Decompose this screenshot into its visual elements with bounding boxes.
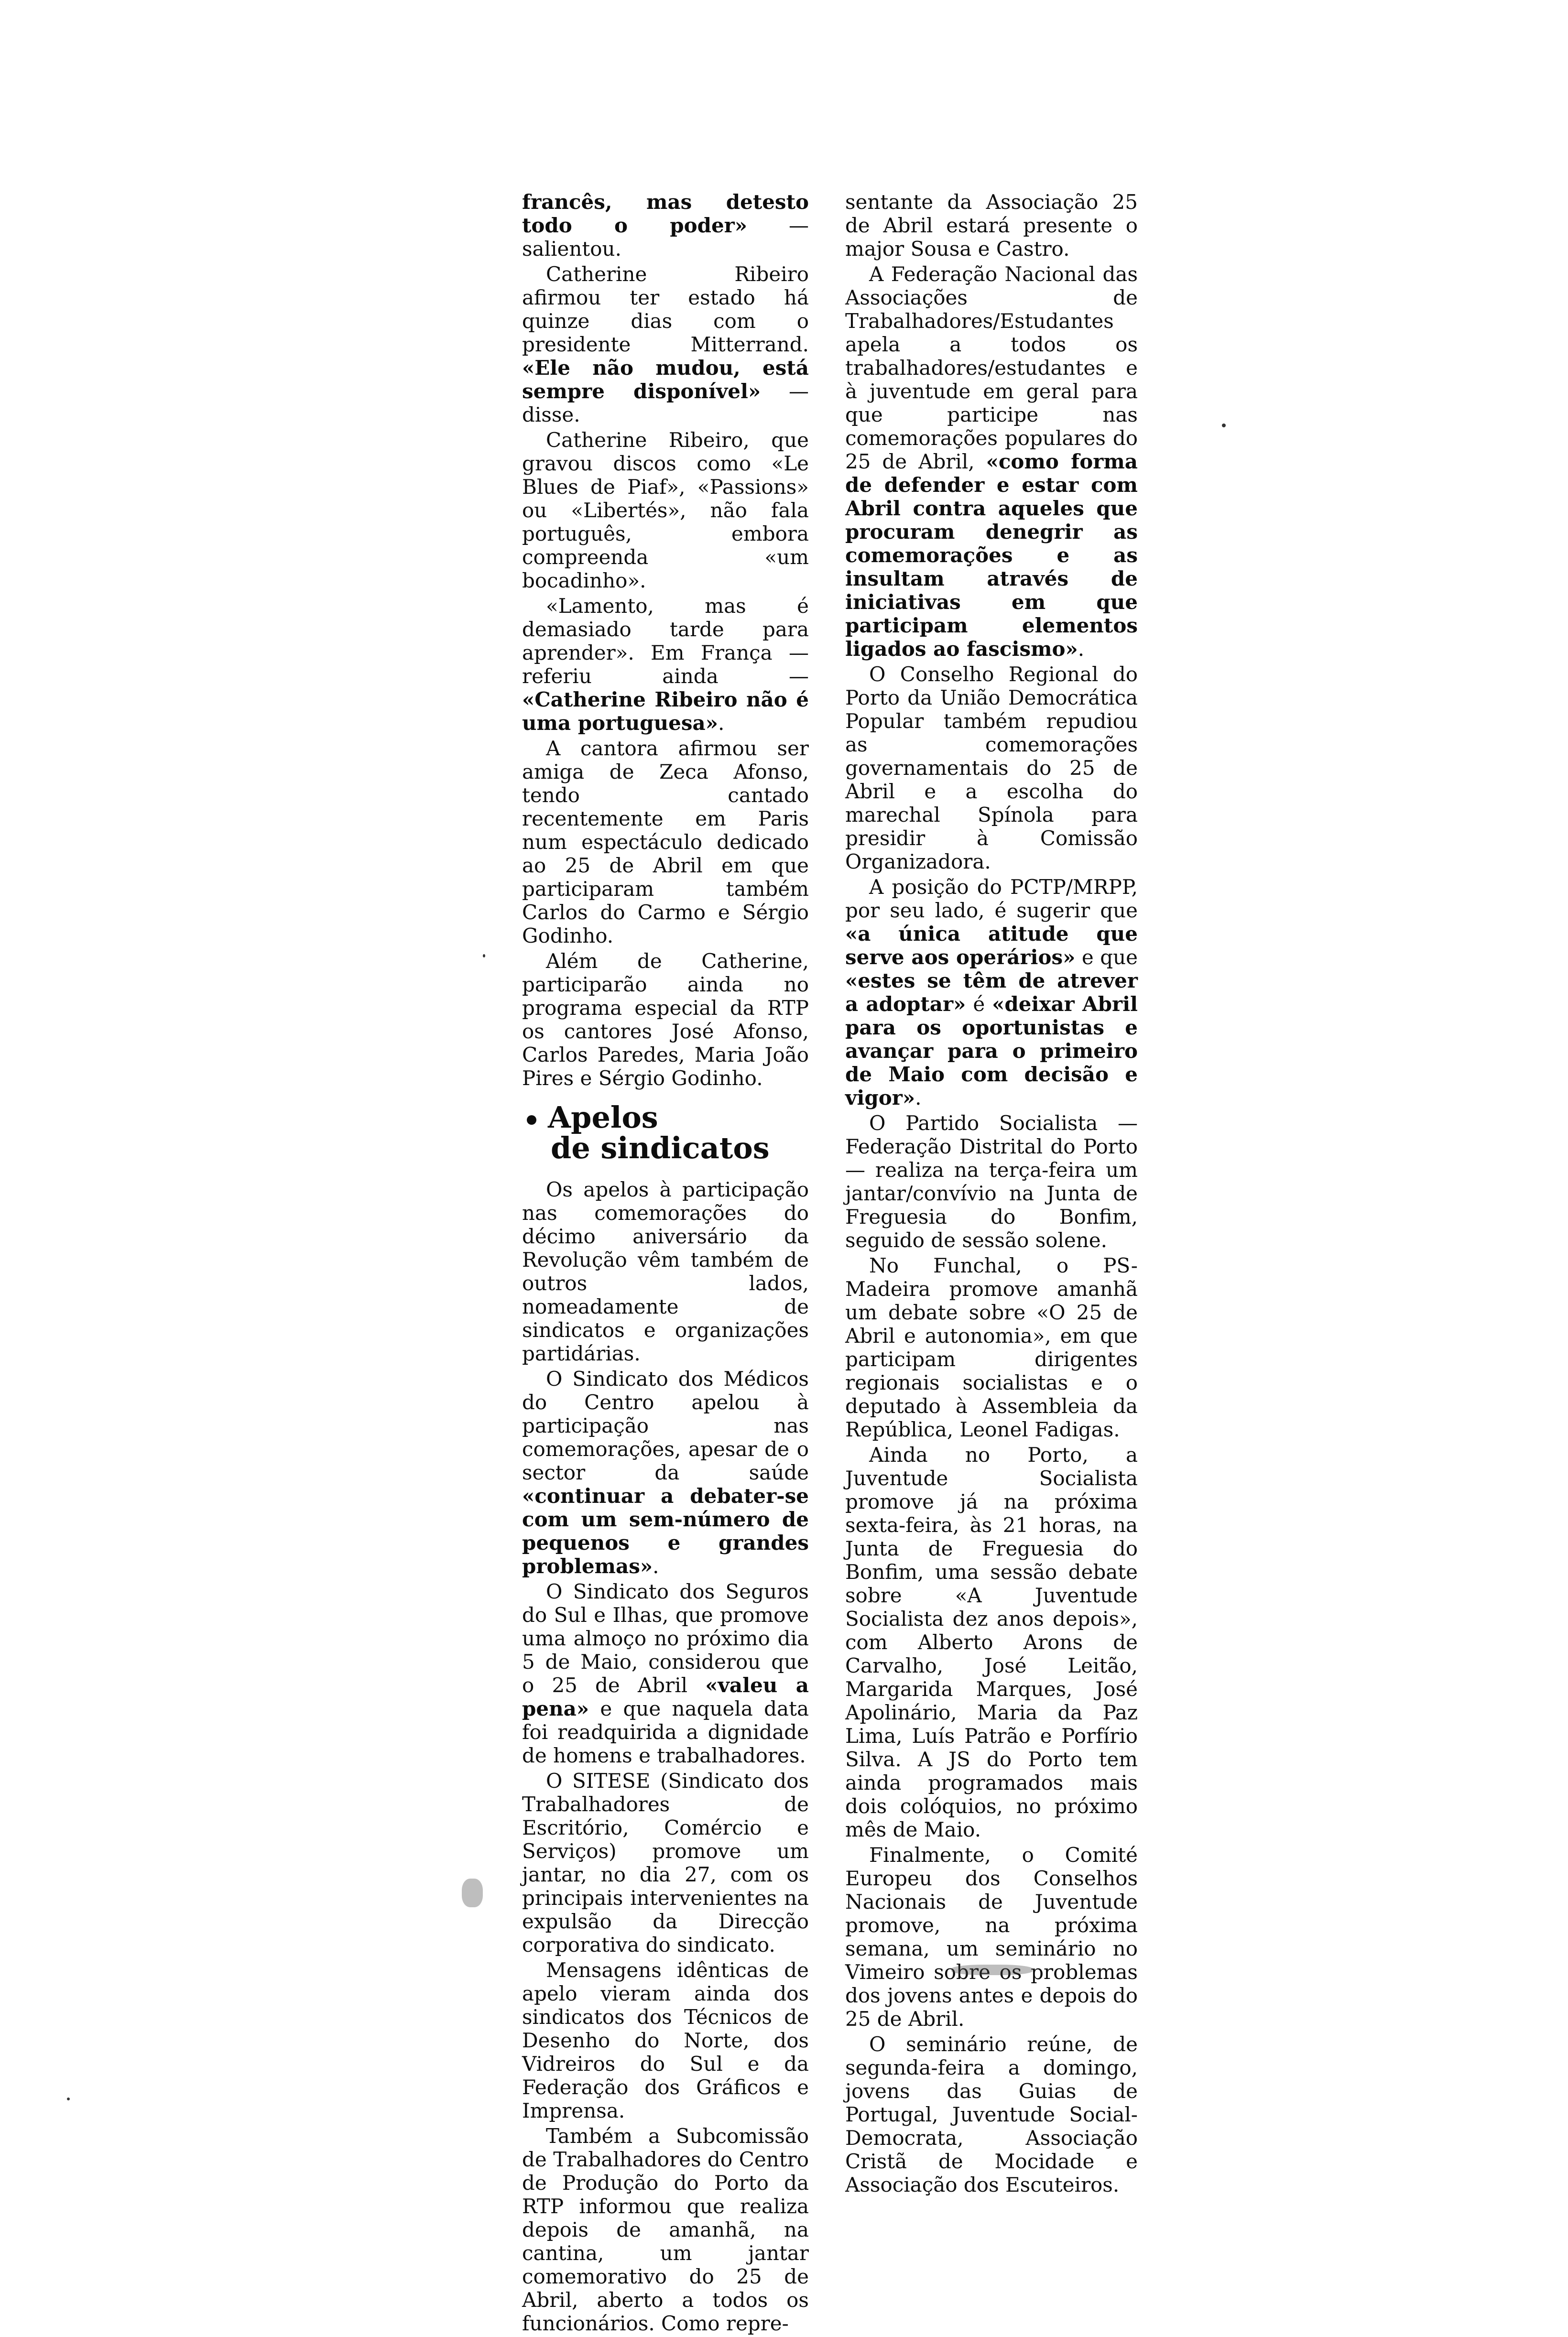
section-heading	[522, 1102, 809, 1163]
paragraph: Ainda no Porto, a Juventude Socialista promove já na próxima sexta-feira, às 21 horas, na Junta de Freguesia do Bonfim, uma sessão debate sobre «A Juventude Socialista dez anos depois», com Alberto Arons de Carvalho, José Leitão, Margarida Marques, José Apolinário, Maria da Paz Lima, Luís Patrão e Porfírio Silva. A JS do Porto tem ainda programados mais dois colóquios, no próximo mês de Maio.	[845, 1443, 1138, 1841]
paragraph: Também a Subcomissão de Trabalhadores do Centro de Produção do Porto da RTP informou que realiza depois de amanhã, na cantina, um jantar comemorativo do 25 de Abril, aberto a todos os funcionários. Como repre-	[522, 2124, 809, 2335]
paragraph: O Sindicato dos Médicos do Centro apelou à participação nas comemorações, apesar de o sector da saúde «continuar a debater-se com um sem-número de pequenos e grandes problemas».	[522, 1367, 809, 1578]
paragraph: O SITESE (Sindicato dos Trabalhadores de Escritório, Comércio e Serviços) promove um jantar, no dia 27, com os principais intervenientes na expulsão da Direcção corporativa do sindicato.	[522, 1769, 809, 1957]
heading-line-1: Apelos	[548, 1100, 658, 1135]
paragraph: O Partido Socialista — Federação Distrital do Porto — realiza na terça-feira um jantar/convívio na Junta de Freguesia do Bonfim, seguido de sessão solene.	[845, 1111, 1138, 1252]
paragraph: francês, mas detesto todo o poder» — salientou.	[522, 190, 809, 261]
paragraph: Catherine Ribeiro afirmou ter estado há quinze dias com o presidente Mitterrand. «Ele não mudou, está sempre disponível» — disse.	[522, 262, 809, 426]
paragraph: O seminário reúne, de segunda-feira a domingo, jovens das Guias de Portugal, Juventude Social-Democrata, Associação Cristã de Mocidade e Associação dos Escuteiros.	[845, 2033, 1138, 2196]
paragraph: O Conselho Regional do Porto da União Democrática Popular também repudiou as comemorações governamentais do 25 de Abril e a escolha do marechal Spínola para presidir à Comissão Organizadora.	[845, 663, 1138, 873]
paragraph: sentante da Associação 25 de Abril estará presente o major Sousa e Castro.	[845, 190, 1138, 261]
scan-speck	[483, 954, 485, 957]
paragraph: O Sindicato dos Seguros do Sul e Ilhas, que promove uma almoço no próximo dia 5 de Maio, considerou que o 25 de Abril «valeu a pena» e que naquela data foi readquirida a dignidade de homens e trabalhadores.	[522, 1580, 809, 1767]
paragraph: «Lamento, mas é demasiado tarde para aprender». Em França — referiu ainda — «Catherine Ribeiro não é uma portuguesa».	[522, 594, 809, 735]
article-column-right	[845, 190, 1138, 2198]
scan-smudge	[462, 1879, 483, 1907]
paragraph: A cantora afirmou ser amiga de Zeca Afonso, tendo cantado recentemente em Paris num espectáculo dedicado ao 25 de Abril em que participaram também Carlos do Carmo e Sérgio Godinho.	[522, 737, 809, 947]
paragraph: Os apelos à participação nas comemorações do décimo aniversário da Revolução vêm também de outros lados, nomeadamente de sindicatos e organizações partidárias.	[522, 1178, 809, 1365]
paragraph: Catherine Ribeiro, que gravou discos como «Le Blues de Piaf», «Passions» ou «Libertés», não fala português, embora compreenda «um bocadinho».	[522, 428, 809, 592]
bullet-icon	[527, 1115, 536, 1125]
scan-speck	[1222, 424, 1226, 427]
scan-speck	[67, 2098, 70, 2100]
paragraph: Mensagens idênticas de apelo vieram ainda dos sindicatos dos Técnicos de Desenho do Norte, dos Vidreiros do Sul e da Federação dos Gráficos e Imprensa.	[522, 1958, 809, 2122]
paragraph: A posição do PCTP/MRPP, por seu lado, é sugerir que «a única atitude que serve aos operários» e que «estes se têm de atrever a adoptar» é «deixar Abril para os oportunistas e avançar para o primeiro de Maio com decisão e vigor».	[845, 875, 1138, 1109]
heading-line-2: de sindicatos	[551, 1130, 770, 1165]
article-column-left	[522, 190, 809, 2337]
paragraph: Além de Catherine, participarão ainda no programa especial da RTP os cantores José Afonso, Carlos Paredes, Maria João Pires e Sérgio Godinho.	[522, 949, 809, 1090]
scan-smudge	[951, 1965, 1033, 1975]
paragraph: Finalmente, o Comité Europeu dos Conselhos Nacionais de Juventude promove, na próxima semana, um seminário no Vimeiro sobre os problemas dos jovens antes e depois do 25 de Abril.	[845, 1843, 1138, 2031]
paragraph: No Funchal, o PS-Madeira promove amanhã um debate sobre «O 25 de Abril e autonomia», em que participam dirigentes regionais socialistas e o deputado à Assembleia da República, Leonel Fadigas.	[845, 1254, 1138, 1441]
paragraph: A Federação Nacional das Associações de Trabalhadores/Estudantes apela a todos os trabalhadores/estudantes e à juventude em geral para que participe nas comemorações populares do 25 de Abril, «como forma de defender e estar com Abril contra aqueles que procuram denegrir as comemorações e as insultam através de iniciativas em que participam elementos ligados ao fascismo».	[845, 262, 1138, 661]
